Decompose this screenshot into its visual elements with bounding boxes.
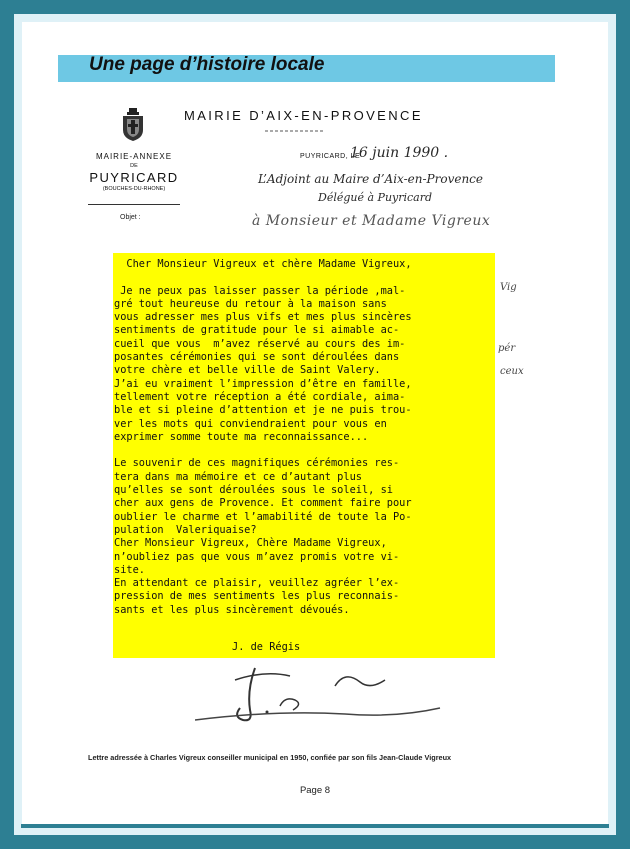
page-number: Page 8 <box>299 785 331 796</box>
handwritten-signature-icon <box>195 660 445 725</box>
margin-note: ceux <box>500 366 524 377</box>
handwritten-date: 16 juin 1990 . <box>350 145 449 161</box>
objet-label: Objet : <box>120 214 141 221</box>
handwritten-delegue: Délégué à Puyricard <box>318 191 433 204</box>
place-date-prefix: PUYRICARD, LE <box>300 153 361 160</box>
flourish-icon <box>265 128 325 134</box>
annex-line: MAIRIE-ANNEXE <box>95 152 173 161</box>
annex-town: PUYRICARD <box>89 170 179 185</box>
annex-block <box>88 152 180 192</box>
bottom-divider <box>21 824 609 828</box>
margin-note: pér <box>498 343 516 354</box>
letter-body: Cher Monsieur Vigreux et chère Madame Vigreux, Je ne peux pas laisser passer la période ,mal- gré tout heureuse du retour à la maison sans vous adresser mes plus vifs et mes plus sincères sentiments de gratitude pour le si aimable ac- cueil que vous m’avez réservé au cours des im- posantes cérémonies qui se sont déroulées dans votre chère et belle ville de Saint Valery. J’ai eu vraiment l’impression d’être en famille, tellement votre réception a été cordiale, aima- ble et si pleine d’attention et je ne puis trou- ver les mots qui conviendraient pour vous en exprimer somme toute ma reconnaissance... Le souvenir de ces magnifiques cérémonies res- tera dans ma mémoire et ce d’autant plus qu’elles se sont déroulées sous le soleil, si cher aux gens de Provence. Et comment faire pour oublier le charme et l’amabilité de toute la Po- pulation Valeriquaise? Cher Monsieur Vigreux, Chère Madame Vigreux, n’oubliez pas que vous m’avez promis votre vi- site. En attendant ce plaisir, veuillez agréer l’ex- pression de mes sentiments les plus reconnais- sants et les plus sincèrement dévoués. <box>114 258 412 616</box>
annex-line: (BOUCHES-DU-RHONE) <box>102 186 166 192</box>
handwritten-adjoint: L’Adjoint au Maire d’Aix-en-Provence <box>258 172 483 186</box>
handwritten-recipient: à Monsieur et Madame Vigreux <box>252 213 491 229</box>
caption: Lettre adressée à Charles Vigreux conseiller municipal en 1950, confiée par son fils Jean-Claude Vigreux <box>88 753 452 762</box>
margin-note: Vig <box>500 282 517 293</box>
coat-of-arms-icon <box>120 108 146 142</box>
mairie-heading: MAIRIE D’AIX-EN-PROVENCE <box>184 108 423 123</box>
typed-signature: J. de Régis <box>232 641 301 653</box>
divider <box>88 204 180 205</box>
annex-line: DE <box>130 163 138 169</box>
page-title: Une page d’histoire locale <box>89 54 325 75</box>
